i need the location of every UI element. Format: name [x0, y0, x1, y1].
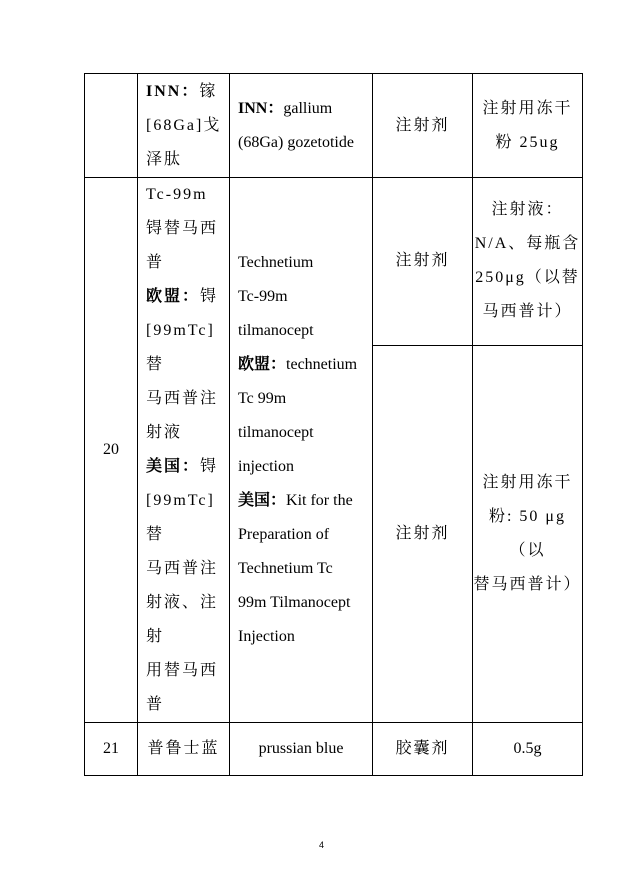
row19-cn-line: 镓: [199, 82, 218, 100]
row20-en-line: Tc 99m: [238, 390, 287, 407]
row20-cn-line: 锝: [200, 288, 219, 305]
row20-cn-name-cell: [138, 178, 230, 723]
row20-cn-line: 用替马西: [146, 662, 219, 679]
row20-cn-line: 射液、注射: [146, 594, 219, 645]
row20-en-line: Kit for the: [286, 492, 353, 509]
row19-en-name-cell: [230, 74, 373, 178]
row20-en-line: tilmanocept: [238, 322, 314, 339]
row20-en-line: Preparation of: [238, 526, 330, 543]
row19-number-cell: [85, 74, 138, 178]
row20-en-line: technetium: [286, 356, 358, 373]
row21-cn-name: 普鲁士蓝: [138, 723, 230, 776]
row20-cn-eu-label: 欧盟：: [146, 288, 201, 305]
row20-en-line: Technetium Tc: [238, 560, 333, 577]
table-row-19: [85, 74, 583, 178]
row20-en-name-cell: [230, 178, 373, 723]
row20-spec-b-line: 粉: 50 μg（以: [488, 507, 567, 559]
row19-spec-line: 注射用冻干: [482, 99, 573, 117]
row20-cn-line: 射液: [146, 424, 183, 441]
row20-spec-a-line: N/A、每瓶含: [474, 235, 581, 253]
row20-cn-line: 马西普注: [146, 560, 219, 577]
row20-cn-line: [99mTc]替: [146, 322, 215, 373]
row19-spec-cell: [473, 74, 583, 178]
row20-en-us-label: 美国：: [238, 492, 287, 509]
row20-cn-line: 马西普注: [146, 390, 219, 407]
row20-spec-a-line: 马西普计）: [482, 303, 573, 321]
row19-en-line: gallium: [283, 99, 333, 117]
row21-en-name: prussian blue: [230, 723, 373, 776]
row20-number: 20: [85, 178, 138, 723]
row20-en-line: Tc-99m: [238, 288, 288, 305]
row20-form-a: 注射剂: [373, 178, 473, 346]
row20-en-line: tilmanocept: [238, 424, 314, 441]
row20-en-eu-label: 欧盟：: [238, 356, 287, 373]
row20-en-line: injection: [238, 458, 294, 475]
table-row-21: [85, 723, 583, 776]
drug-table: [84, 73, 583, 776]
row20-spec-a-line: 250μg（以替: [475, 269, 580, 287]
row20-en-line: 99m Tilmanocept: [238, 594, 351, 611]
row19-en-line: (68Ga) gozetotide: [238, 133, 354, 151]
row20-cn-line: Tc-99m: [146, 186, 208, 203]
row19-dosage-form: 注射剂: [373, 74, 473, 178]
row20-spec-b-line: 替马西普计）: [473, 575, 582, 593]
row20-spec-a-cell: [473, 178, 583, 346]
row21-dosage-form: 胶囊剂: [373, 723, 473, 776]
row20-cn-line: 普: [146, 696, 165, 713]
row19-cn-name-cell: [138, 74, 230, 178]
row20-form-b: 注射剂: [373, 345, 473, 722]
row20-cn-line: 锝替马西: [146, 220, 219, 237]
row21-number: 21: [85, 723, 138, 776]
row20-cn-line: 锝: [200, 458, 219, 475]
row20-cn-line: 普: [146, 254, 165, 271]
row20-spec-b-line: 注射用冻干: [482, 473, 573, 491]
row19-cn-line: [68Ga]戈: [146, 116, 222, 134]
row20-cn-line: [99mTc]替: [146, 492, 215, 543]
row19-spec-line: 粉 25ug: [495, 133, 560, 151]
row20-en-line: Technetium: [238, 254, 314, 271]
page-number: 4: [318, 840, 324, 850]
row20-spec-b-cell: [473, 345, 583, 722]
row20-en-line: Injection: [238, 628, 295, 645]
row19-cn-inn-label: INN：: [146, 82, 200, 100]
row20-spec-a-line: 注射液：: [491, 201, 564, 219]
row21-spec: 0.5g: [473, 723, 583, 776]
table-row-20a: [85, 178, 583, 346]
row20-cn-us-label: 美国：: [146, 458, 201, 475]
row19-en-inn-label: INN：: [238, 99, 284, 117]
row19-cn-line: 泽肽: [146, 150, 183, 168]
